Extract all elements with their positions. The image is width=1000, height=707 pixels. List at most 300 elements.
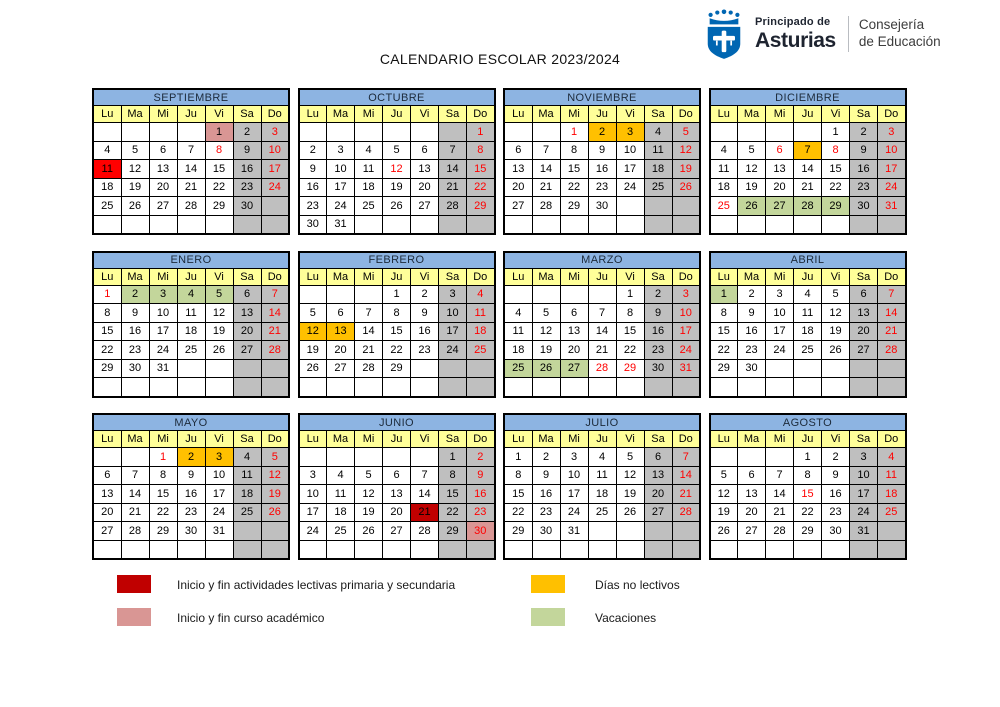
day-cell: 9: [644, 304, 672, 323]
day-cell: 7: [672, 448, 700, 467]
day-cell: [467, 378, 495, 397]
day-cell: 24: [850, 503, 878, 522]
weekday-header: Sa: [439, 431, 467, 448]
day-cell: 27: [93, 522, 121, 541]
month-title: SEPTIEMBRE: [93, 89, 289, 106]
day-cell: 14: [766, 485, 794, 504]
day-cell: 14: [878, 304, 906, 323]
day-cell: 23: [850, 178, 878, 197]
day-cell: 16: [177, 485, 205, 504]
day-cell: 14: [355, 322, 383, 341]
day-cell: 14: [411, 485, 439, 504]
day-cell: 21: [177, 178, 205, 197]
legend-swatch-curso-academico: [117, 608, 151, 626]
day-cell: 22: [467, 178, 495, 197]
day-cell: 1: [504, 448, 532, 467]
day-cell: [355, 448, 383, 467]
day-cell: 18: [327, 503, 355, 522]
day-cell: 18: [467, 322, 495, 341]
weekday-header: Lu: [710, 431, 738, 448]
day-cell: [644, 540, 672, 559]
day-cell: [878, 540, 906, 559]
month-title: MAYO: [93, 414, 289, 431]
day-cell: 13: [560, 322, 588, 341]
page-title: CALENDARIO ESCOLAR 2023/2024: [379, 51, 621, 67]
day-cell: [738, 215, 766, 234]
day-cell: 14: [588, 322, 616, 341]
day-cell: 21: [355, 341, 383, 360]
day-cell: [355, 285, 383, 304]
month-title: AGOSTO: [710, 414, 906, 431]
day-cell: [616, 522, 644, 541]
day-cell: [616, 215, 644, 234]
month-enero: [92, 251, 290, 398]
day-cell: [822, 378, 850, 397]
day-cell: [177, 359, 205, 378]
weekday-header: Do: [878, 268, 906, 285]
day-cell: 30: [588, 197, 616, 216]
day-cell: [738, 448, 766, 467]
day-cell: 26: [710, 522, 738, 541]
logo-org-small: Principado de: [755, 16, 831, 28]
day-cell: 25: [588, 503, 616, 522]
day-cell: 31: [878, 197, 906, 216]
day-cell: 10: [560, 466, 588, 485]
day-cell: [710, 378, 738, 397]
day-cell: 28: [261, 341, 289, 360]
weekday-header: Vi: [205, 106, 233, 123]
day-cell: [439, 359, 467, 378]
day-cell: 19: [121, 178, 149, 197]
day-cell: 6: [411, 141, 439, 160]
day-cell: 27: [383, 522, 411, 541]
day-cell: [233, 540, 261, 559]
day-cell: 26: [532, 359, 560, 378]
day-cell: 20: [766, 178, 794, 197]
weekday-header: Mi: [355, 431, 383, 448]
day-cell: 16: [850, 160, 878, 179]
day-cell: [121, 448, 149, 467]
weekday-header: Ju: [383, 106, 411, 123]
day-cell: 9: [177, 466, 205, 485]
weekday-header: Mi: [355, 268, 383, 285]
day-cell: [710, 540, 738, 559]
day-cell: [738, 378, 766, 397]
day-cell: 16: [644, 322, 672, 341]
day-cell: 9: [411, 304, 439, 323]
weekday-header: Lu: [299, 106, 327, 123]
day-cell: 3: [850, 448, 878, 467]
day-cell: [532, 123, 560, 142]
day-cell: 6: [383, 466, 411, 485]
logo-department: [859, 17, 941, 51]
weekday-header: Vi: [411, 268, 439, 285]
day-cell: 12: [205, 304, 233, 323]
day-cell: 15: [560, 160, 588, 179]
day-cell: 6: [738, 466, 766, 485]
day-cell: [261, 197, 289, 216]
month-title: JULIO: [504, 414, 700, 431]
day-cell: 17: [850, 485, 878, 504]
day-cell: 27: [766, 197, 794, 216]
weekday-header: Do: [261, 268, 289, 285]
day-cell: 23: [299, 197, 327, 216]
day-cell: [850, 359, 878, 378]
day-cell: 17: [439, 322, 467, 341]
day-cell: 2: [467, 448, 495, 467]
day-cell: 24: [672, 341, 700, 360]
day-cell: 28: [439, 197, 467, 216]
day-cell: 24: [439, 341, 467, 360]
weekday-header: Sa: [644, 431, 672, 448]
day-cell: [644, 215, 672, 234]
day-cell: 8: [93, 304, 121, 323]
weekday-header: Ju: [383, 268, 411, 285]
day-cell: 7: [355, 304, 383, 323]
weekday-header: Do: [878, 431, 906, 448]
weekday-header: Mi: [560, 268, 588, 285]
day-cell: 14: [532, 160, 560, 179]
month-septiembre: [92, 88, 290, 235]
day-cell: 18: [177, 322, 205, 341]
day-cell: 1: [616, 285, 644, 304]
day-cell: 19: [738, 178, 766, 197]
weekday-header: Ju: [177, 106, 205, 123]
day-cell: 20: [149, 178, 177, 197]
day-cell: 5: [261, 448, 289, 467]
day-cell: 30: [121, 359, 149, 378]
day-cell: 23: [588, 178, 616, 197]
day-cell: 17: [616, 160, 644, 179]
day-cell: [233, 215, 261, 234]
day-cell: [355, 215, 383, 234]
weekday-header: Ju: [588, 106, 616, 123]
day-cell: [355, 540, 383, 559]
day-cell: 6: [766, 141, 794, 160]
day-cell: 17: [149, 322, 177, 341]
day-cell: 20: [411, 178, 439, 197]
day-cell: 30: [850, 197, 878, 216]
day-cell: [672, 522, 700, 541]
day-cell: 9: [233, 141, 261, 160]
day-cell: 25: [327, 522, 355, 541]
weekday-header: Do: [467, 431, 495, 448]
day-cell: [710, 123, 738, 142]
day-cell: 25: [233, 503, 261, 522]
weekday-header: Ju: [794, 268, 822, 285]
weekday-header: Lu: [299, 268, 327, 285]
weekday-header: Do: [467, 106, 495, 123]
day-cell: 11: [177, 304, 205, 323]
day-cell: [672, 197, 700, 216]
day-cell: 13: [149, 160, 177, 179]
day-cell: 21: [878, 322, 906, 341]
day-cell: 17: [766, 322, 794, 341]
weekday-header: Lu: [299, 431, 327, 448]
day-cell: 3: [878, 123, 906, 142]
day-cell: 4: [588, 448, 616, 467]
month-title: OCTUBRE: [299, 89, 495, 106]
day-cell: 14: [177, 160, 205, 179]
day-cell: 22: [710, 341, 738, 360]
day-cell: [794, 359, 822, 378]
weekday-header: Sa: [233, 431, 261, 448]
day-cell: 10: [616, 141, 644, 160]
day-cell: [794, 378, 822, 397]
day-cell: 19: [261, 485, 289, 504]
day-cell: 2: [177, 448, 205, 467]
day-cell: [327, 285, 355, 304]
day-cell: 28: [588, 359, 616, 378]
day-cell: 14: [794, 160, 822, 179]
day-cell: 12: [738, 160, 766, 179]
weekday-header: Do: [672, 431, 700, 448]
day-cell: [233, 359, 261, 378]
day-cell: [121, 378, 149, 397]
day-cell: 6: [327, 304, 355, 323]
day-cell: [766, 215, 794, 234]
day-cell: [205, 359, 233, 378]
day-cell: [616, 540, 644, 559]
day-cell: 10: [149, 304, 177, 323]
weekday-header: Sa: [644, 268, 672, 285]
day-cell: 20: [738, 503, 766, 522]
day-cell: 6: [233, 285, 261, 304]
day-cell: 5: [616, 448, 644, 467]
day-cell: 19: [205, 322, 233, 341]
weekday-header: Sa: [850, 106, 878, 123]
month-title: ABRIL: [710, 252, 906, 269]
weekday-header: Lu: [710, 268, 738, 285]
day-cell: 16: [588, 160, 616, 179]
day-cell: 26: [822, 341, 850, 360]
day-cell: [299, 448, 327, 467]
month-abril: [709, 251, 907, 398]
day-cell: 2: [233, 123, 261, 142]
day-cell: 28: [794, 197, 822, 216]
day-cell: 10: [205, 466, 233, 485]
day-cell: [439, 215, 467, 234]
month-title: FEBRERO: [299, 252, 495, 269]
day-cell: 28: [411, 522, 439, 541]
day-cell: [710, 448, 738, 467]
day-cell: [411, 378, 439, 397]
day-cell: 3: [205, 448, 233, 467]
day-cell: 7: [532, 141, 560, 160]
day-cell: 20: [644, 485, 672, 504]
legend-label-curso-academico: Inicio y fin curso académico: [177, 611, 325, 625]
day-cell: 5: [205, 285, 233, 304]
day-cell: 3: [766, 285, 794, 304]
day-cell: [672, 540, 700, 559]
day-cell: 14: [261, 304, 289, 323]
day-cell: [532, 540, 560, 559]
day-cell: [355, 378, 383, 397]
day-cell: 18: [710, 178, 738, 197]
day-cell: 3: [327, 141, 355, 160]
day-cell: 21: [532, 178, 560, 197]
day-cell: 11: [504, 322, 532, 341]
day-cell: 4: [644, 123, 672, 142]
day-cell: 20: [560, 341, 588, 360]
day-cell: 13: [383, 485, 411, 504]
day-cell: 16: [121, 322, 149, 341]
day-cell: 2: [644, 285, 672, 304]
day-cell: 3: [261, 123, 289, 142]
day-cell: 29: [822, 197, 850, 216]
day-cell: 6: [149, 141, 177, 160]
day-cell: [766, 378, 794, 397]
day-cell: 24: [766, 341, 794, 360]
day-cell: 30: [233, 197, 261, 216]
weekday-header: Sa: [233, 106, 261, 123]
day-cell: 7: [261, 285, 289, 304]
day-cell: 25: [710, 197, 738, 216]
weekday-header: Vi: [616, 431, 644, 448]
day-cell: [93, 448, 121, 467]
weekday-header: Lu: [93, 268, 121, 285]
day-cell: 12: [355, 485, 383, 504]
day-cell: 26: [121, 197, 149, 216]
day-cell: 2: [822, 448, 850, 467]
day-cell: [205, 215, 233, 234]
legend-swatch-no-lectivos: [531, 575, 565, 593]
weekday-header: Vi: [411, 431, 439, 448]
weekday-header: Mi: [149, 431, 177, 448]
day-cell: 6: [560, 304, 588, 323]
day-cell: 6: [850, 285, 878, 304]
day-cell: 10: [766, 304, 794, 323]
day-cell: [532, 215, 560, 234]
day-cell: 10: [327, 160, 355, 179]
day-cell: [850, 215, 878, 234]
weekday-header: Sa: [233, 268, 261, 285]
day-cell: [299, 285, 327, 304]
month-title: ENERO: [93, 252, 289, 269]
day-cell: [766, 448, 794, 467]
day-cell: [878, 359, 906, 378]
day-cell: 26: [672, 178, 700, 197]
day-cell: 16: [532, 485, 560, 504]
day-cell: 11: [327, 485, 355, 504]
day-cell: 21: [261, 322, 289, 341]
day-cell: [233, 522, 261, 541]
day-cell: 20: [233, 322, 261, 341]
weekday-header: Ma: [121, 431, 149, 448]
day-cell: [644, 378, 672, 397]
weekday-header: Vi: [205, 431, 233, 448]
day-cell: 22: [383, 341, 411, 360]
day-cell: 19: [383, 178, 411, 197]
day-cell: [205, 378, 233, 397]
day-cell: 27: [149, 197, 177, 216]
day-cell: 1: [205, 123, 233, 142]
day-cell: 17: [205, 485, 233, 504]
weekday-header: Ma: [738, 106, 766, 123]
day-cell: 1: [794, 448, 822, 467]
day-cell: 19: [672, 160, 700, 179]
day-cell: 26: [616, 503, 644, 522]
day-cell: 29: [383, 359, 411, 378]
day-cell: [383, 215, 411, 234]
day-cell: [149, 215, 177, 234]
day-cell: 1: [560, 123, 588, 142]
day-cell: 16: [467, 485, 495, 504]
day-cell: [355, 123, 383, 142]
day-cell: 28: [177, 197, 205, 216]
day-cell: 28: [766, 522, 794, 541]
day-cell: 13: [411, 160, 439, 179]
day-cell: 19: [616, 485, 644, 504]
month-junio: [298, 413, 496, 560]
day-cell: [560, 378, 588, 397]
day-cell: 3: [149, 285, 177, 304]
weekday-header: Vi: [411, 106, 439, 123]
day-cell: 9: [467, 466, 495, 485]
day-cell: 18: [794, 322, 822, 341]
weekday-header: Ju: [383, 431, 411, 448]
weekday-header: Mi: [766, 431, 794, 448]
day-cell: 22: [560, 178, 588, 197]
day-cell: [93, 540, 121, 559]
day-cell: 28: [355, 359, 383, 378]
logo-org-name: [755, 17, 836, 51]
day-cell: [738, 540, 766, 559]
day-cell: 14: [439, 160, 467, 179]
day-cell: 11: [233, 466, 261, 485]
day-cell: 31: [850, 522, 878, 541]
day-cell: 15: [383, 322, 411, 341]
weekday-header: Ma: [327, 106, 355, 123]
month-title: NOVIEMBRE: [504, 89, 700, 106]
day-cell: 10: [439, 304, 467, 323]
weekday-header: Mi: [149, 106, 177, 123]
day-cell: [261, 378, 289, 397]
day-cell: 18: [233, 485, 261, 504]
month-marzo: [503, 251, 701, 398]
weekday-header: Ma: [121, 268, 149, 285]
day-cell: 29: [504, 522, 532, 541]
day-cell: [588, 285, 616, 304]
day-cell: 20: [504, 178, 532, 197]
day-cell: [850, 540, 878, 559]
day-cell: 17: [560, 485, 588, 504]
day-cell: 30: [644, 359, 672, 378]
weekday-header: Vi: [616, 268, 644, 285]
day-cell: 31: [560, 522, 588, 541]
day-cell: 11: [794, 304, 822, 323]
day-cell: [560, 215, 588, 234]
month-julio: [503, 413, 701, 560]
day-cell: 24: [299, 522, 327, 541]
day-cell: [439, 540, 467, 559]
day-cell: 6: [504, 141, 532, 160]
day-cell: [822, 359, 850, 378]
day-cell: [383, 540, 411, 559]
day-cell: 21: [794, 178, 822, 197]
day-cell: 29: [710, 359, 738, 378]
day-cell: 20: [93, 503, 121, 522]
weekday-header: Do: [261, 106, 289, 123]
day-cell: 12: [532, 322, 560, 341]
day-cell: 11: [355, 160, 383, 179]
month-diciembre: [709, 88, 907, 235]
day-cell: 12: [121, 160, 149, 179]
day-cell: 29: [794, 522, 822, 541]
day-cell: 13: [327, 322, 355, 341]
day-cell: 28: [878, 341, 906, 360]
day-cell: 19: [355, 503, 383, 522]
